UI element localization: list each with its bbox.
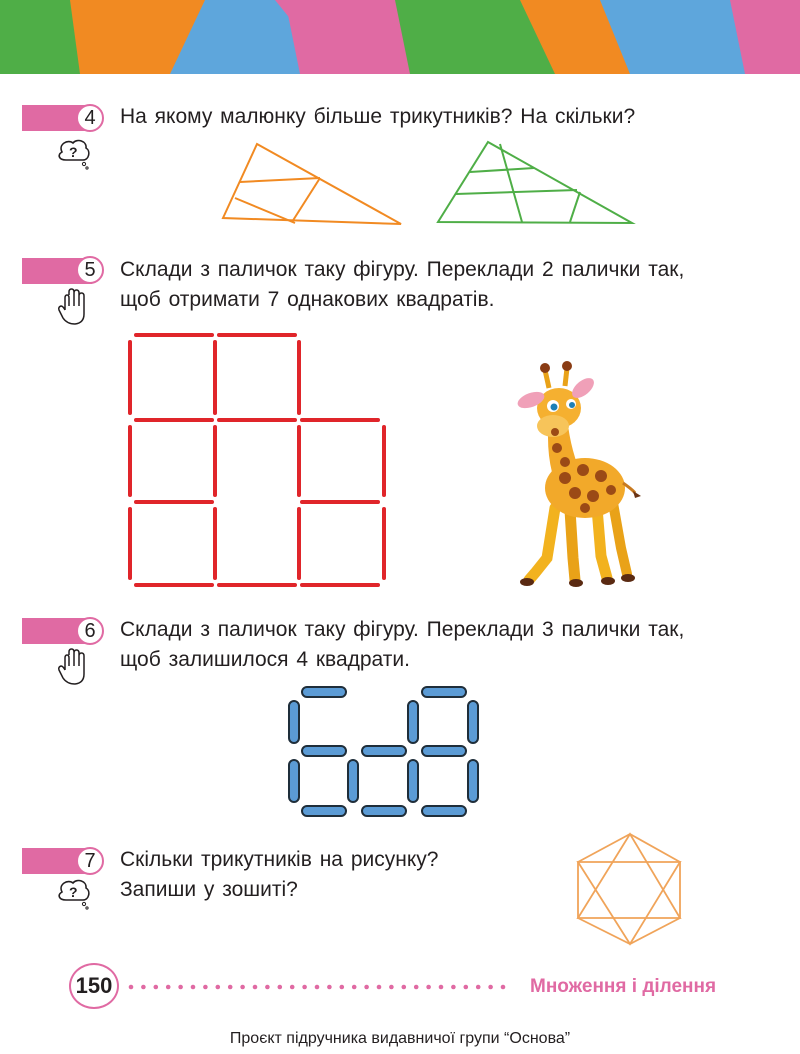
publisher-credit: Проєкт підручника видавничої групи “Основа” [229, 1030, 571, 1047]
task-6-number: 6 [76, 617, 104, 645]
green-triangle-figure [430, 138, 640, 228]
footer-dotted-line [127, 983, 515, 991]
footer-dot [426, 985, 431, 990]
footer-dot [364, 985, 369, 990]
footer-dot [290, 985, 295, 990]
section-title: Множення і ділення [530, 976, 717, 997]
task-7-number: 7 [76, 847, 104, 875]
thinking-bubble-icon [56, 878, 92, 912]
hand-icon [56, 648, 90, 686]
svg-text:?: ? [69, 144, 78, 160]
footer-dot [141, 985, 146, 990]
task-7-text: Скільки трикутників на рисунку? Запиши у зошиті? [120, 848, 439, 901]
footer-dot [501, 985, 506, 990]
footer-dot [240, 985, 245, 990]
task-4-number: 4 [76, 104, 104, 132]
footer-dot [327, 985, 332, 990]
footer-dot [265, 985, 270, 990]
footer-dot [402, 985, 407, 990]
footer-dot [302, 985, 307, 990]
footer-dot [464, 985, 469, 990]
footer-dot [129, 985, 134, 990]
footer-dot [178, 985, 183, 990]
thinking-bubble-icon [56, 138, 92, 172]
footer-dot [488, 985, 493, 990]
footer-dot [352, 985, 357, 990]
footer-dot [228, 985, 233, 990]
footer-dot [278, 985, 283, 990]
task-6-text: Склади з паличок таку фігуру. Переклади 3 палички так, щоб залишилося 4 квадрати. [120, 618, 685, 671]
footer-dot [191, 985, 196, 990]
svg-text:?: ? [69, 884, 78, 900]
footer-dot [476, 985, 481, 990]
footer-dot [340, 985, 345, 990]
footer-dot [377, 985, 382, 990]
footer-dot [439, 985, 444, 990]
footer-dot [203, 985, 208, 990]
giraffe-illustration [505, 358, 650, 593]
footer-dot [253, 985, 258, 990]
red-matchstick-figure [122, 328, 392, 593]
top-banner [0, 0, 800, 80]
hand-icon [56, 288, 90, 326]
footer-dot [216, 985, 221, 990]
footer-dot [451, 985, 456, 990]
hexagram-figure [570, 828, 690, 948]
footer-dot [166, 985, 171, 990]
blue-matchstick-figure [286, 683, 486, 825]
task-4-text: На якому малюнку більше трикутників? На скільки? [120, 105, 636, 128]
orange-triangle-figure [210, 138, 410, 228]
footer-dot [414, 985, 419, 990]
footer-dot [315, 985, 320, 990]
footer-dot [154, 985, 159, 990]
task-5-text: Склади з паличок таку фігуру. Переклади 2 палички так, щоб отримати 7 однакових квадратів. [120, 258, 685, 311]
task-5-number: 5 [76, 256, 104, 284]
page-number: 150 [69, 963, 119, 1009]
footer-dot [389, 985, 394, 990]
